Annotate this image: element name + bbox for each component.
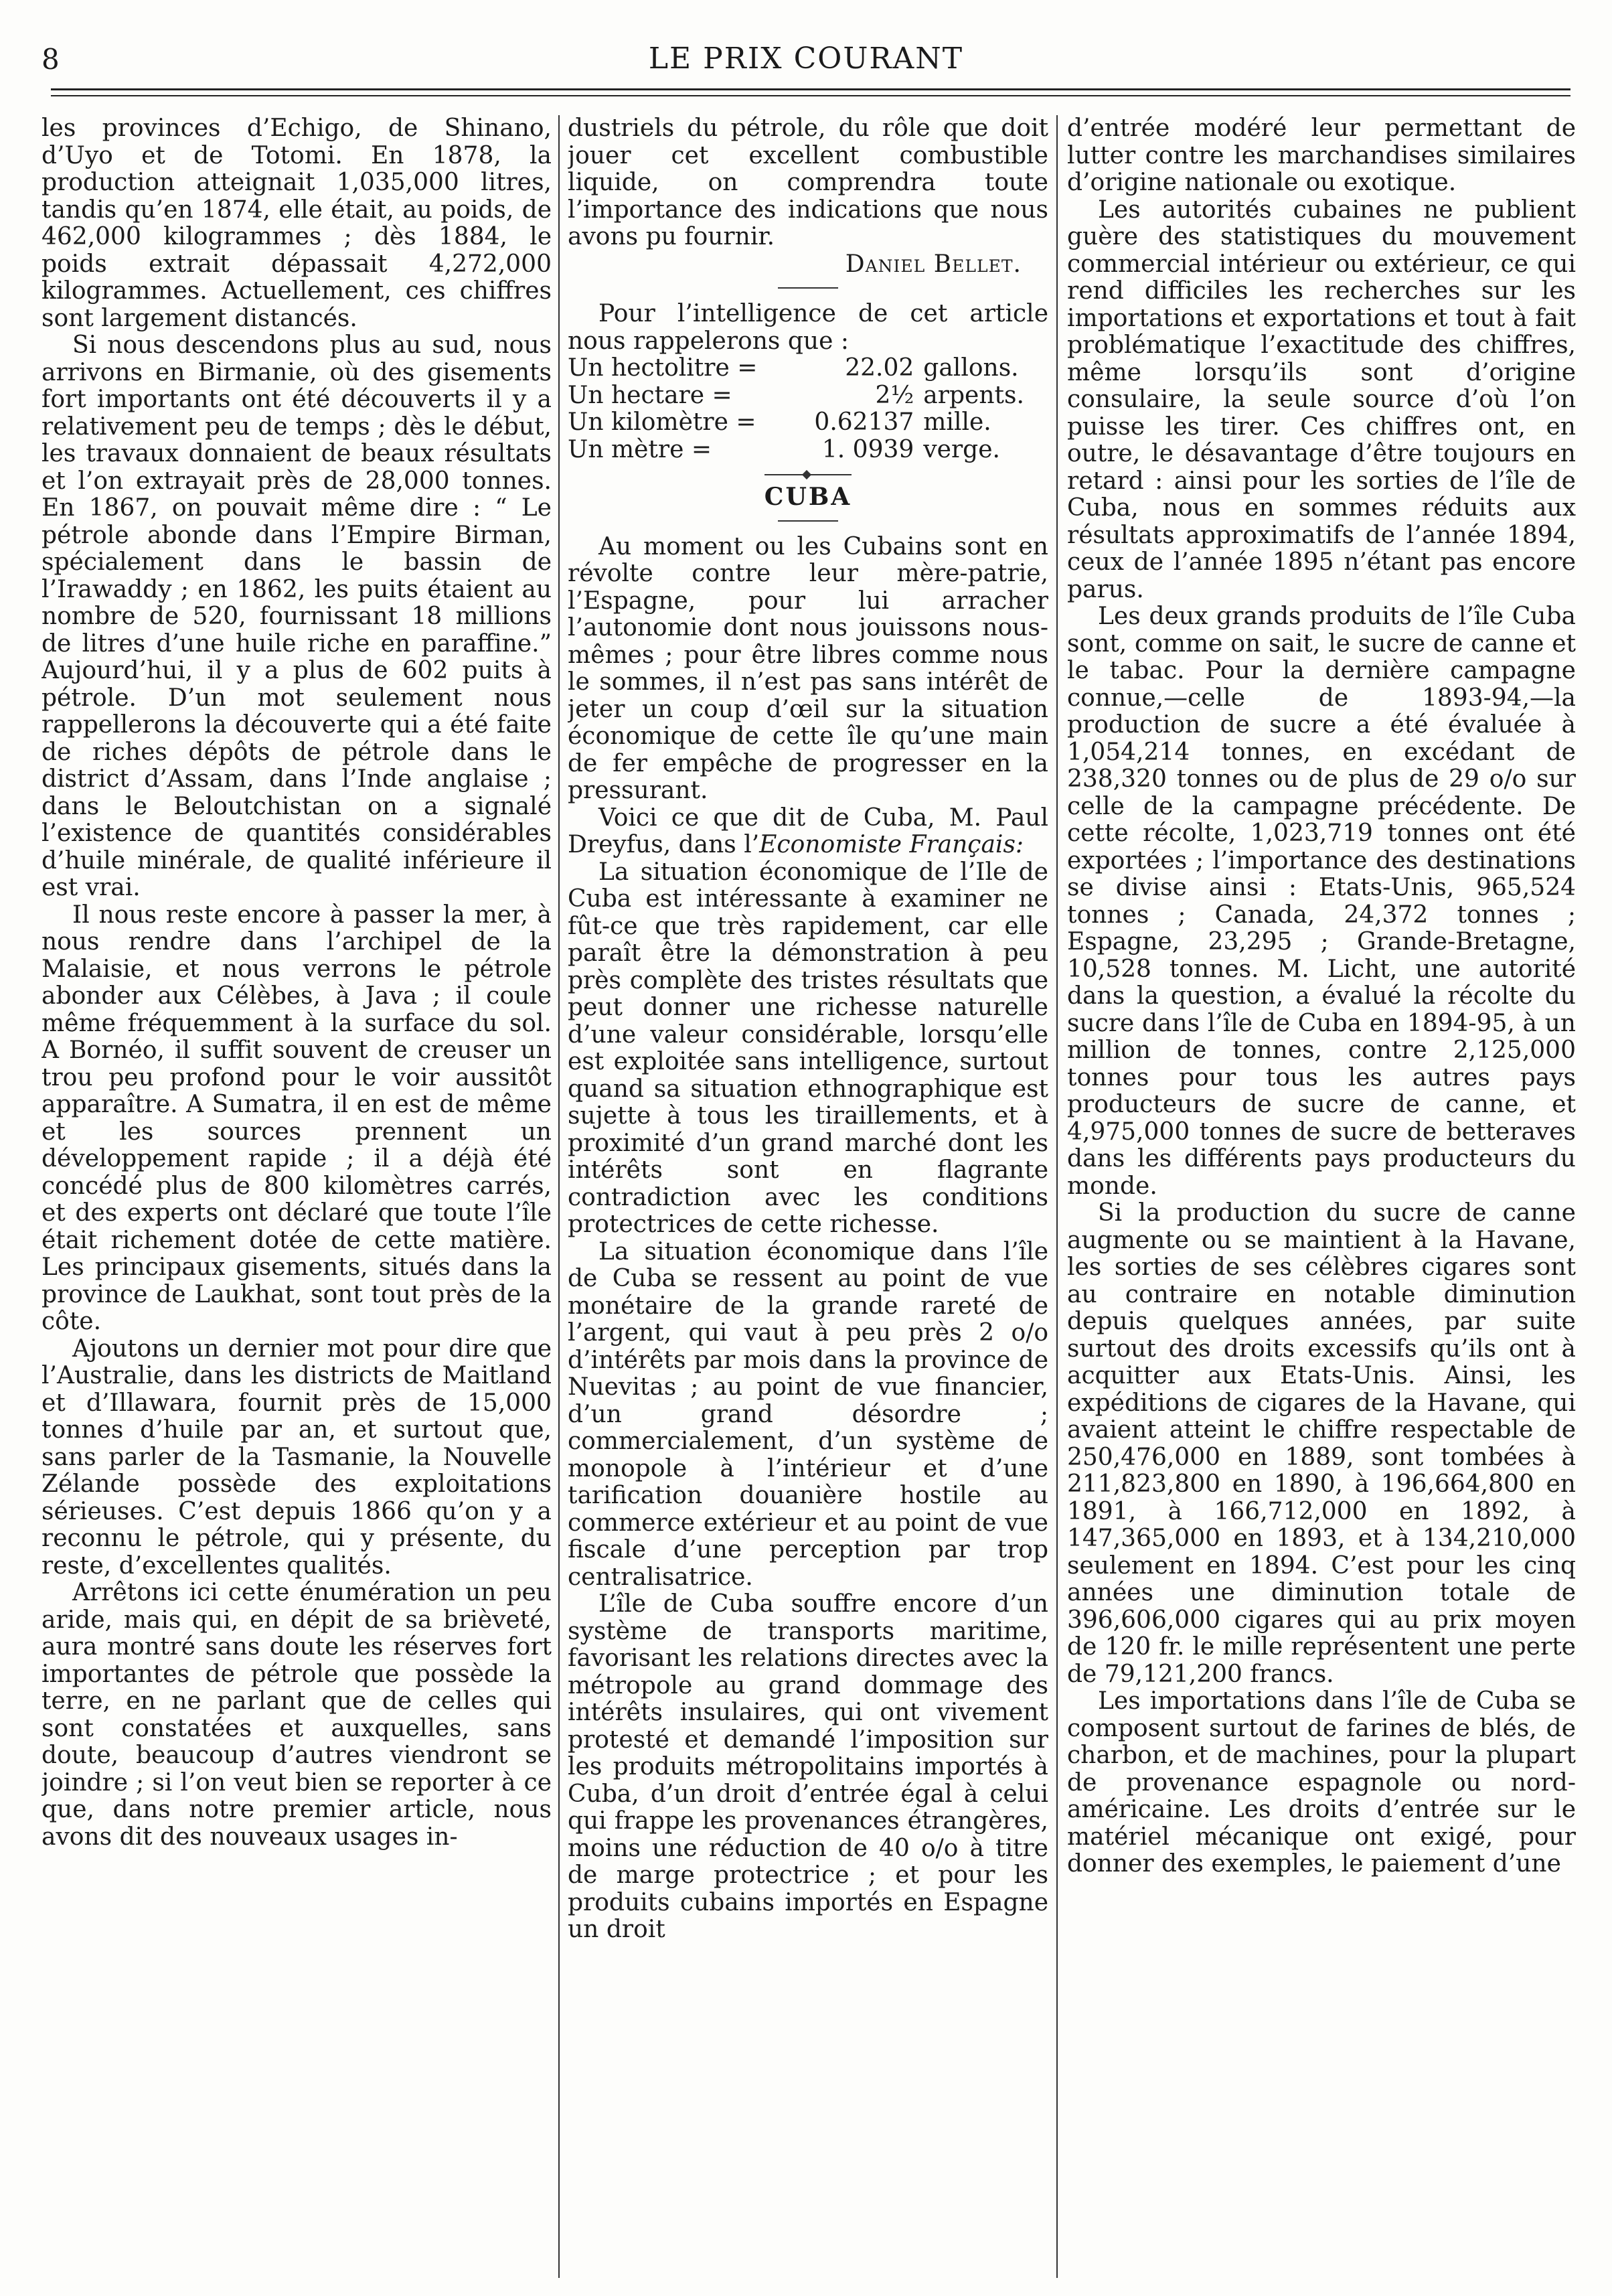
conversion-row — [568, 409, 1048, 437]
column-divider-2 — [1056, 115, 1058, 2278]
paragraph: Il nous reste encore à passer la mer, à nous rendre dans l’archipel de la Malaisie, et nous verrons le pétrole abonder aux Célèbes, à Java ; il coule même fréquemment à la surface du sol. A Bornéo, il suffit souvent de creuser un trou peu profond pour le voir aussitôt apparaître. A Sumatra, il en est de même et les sources prennent un développement rapide ; il a déjà été concédé plus de 800 kilomètres carrés, et des experts ont déclaré que toute l’île était richement dotée de cette matière. Les principaux gisements, situés dans la province de Laukhat, sont tout près de la côte. — [42, 901, 552, 1335]
conversion-row — [568, 355, 1048, 382]
header-rule-bottom — [51, 95, 1570, 96]
conversion-row — [568, 437, 1048, 464]
conversion-value: 0.62137 — [814, 408, 914, 436]
conversion-unit: mille. — [923, 408, 991, 436]
conversion-table — [568, 355, 1048, 463]
paragraph: Si la production du sucre de canne augmente ou se maintient à la Havane, les sorties de ses célèbres cigares sont au contraire en notable diminution depuis quelques années, par suite surtout des droits excessifs qu’ils ont à acquitter aux Etats-Unis. Ainsi, les expéditions de cigares de la Havane, qui avaient atteint le chiffre respectable de 250,476,000 en 1889, sont tombées à 211,823,800 en 1890, à 196,664,800 en 1891, à 166,712,000 en 1892, à 147,365,000 en 1893, et à 134,210,000 seulement en 1894. C’est pour les cinq années une diminution totale de 396,606,000 cigares qui au prix moyen de 120 fr. le mille représentent une perte de 79,121,200 francs. — [1067, 1199, 1576, 1688]
conversion-label: Un hectare = — [568, 381, 732, 409]
paragraph: Au moment ou les Cubains sont en révolte contre leur mère-patrie, l’Espagne, pour lui arracher l’autonomie dont nous jouissons nous-mêmes ; pour être libres comme nous le sommes, il n’est pas sans intérêt de jeter un coup d’œil sur la situation économique de cette île qu’une main de fer empêche de progresser en la pressurant. — [568, 532, 1048, 804]
column-2 — [568, 115, 1048, 2278]
author-signature: Daniel Bellet. — [845, 250, 1022, 278]
conversion-unit: gallons. — [923, 354, 1019, 382]
paragraph: les provinces d’Echigo, de Shinano, d’Uyo et de Totomi. En 1878, la production atteignait 1,035,000 litres, tandis qu’en 1874, elle était, au poids, de 462,000 kilogrammes ; dès 1884, le poids extrait dépassait 4,272,000 kilogrammes. Actuellement, ces chiffres sont largement distancés. — [42, 115, 552, 332]
conversion-label: Un kilomètre = — [568, 408, 756, 436]
page-number: 8 — [42, 43, 60, 76]
paragraph: L’île de Cuba souffre encore d’un système de transports maritime, favorisant les relations directes avec la métropole au grand dommage des intérêts insulaires, qui ont vivement protesté et demandé l’imposition sur les produits métropolitains importés à Cuba, d’un droit d’entrée égal à celui qui frappe les provenances étrangères, moins une réduction de 40 o/o à titre de marge protectrice ; et pour les produits cubains importés en Espagne un droit — [568, 1590, 1048, 1943]
conversion-value: 22.02 — [845, 354, 914, 382]
paragraph: Si nous descendons plus au sud, nous arrivons en Birmanie, où des gisements fort importants ont été découverts il y a relativement peu de temps ; dès le début, les travaux donnaient de beaux résultats et l’on extrayait près de 28,000 tonnes. En 1867, on pouvait même dire : “ Le pétrole abonde dans l’Empire Birman, spécialement dans le bassin de l’Irawaddy ; en 1862, les puits étaient au nombre de 520, fournissant 18 millions de litres d’une huile riche en paraffine.” Aujourd’hui, il y a plus de 602 puits à pétrole. D’un mot seulement nous rappellerons la découverte qui a été faite de riches dépôts de pétrole dans le district d’Assam, dans l’Inde anglaise ; dans le Beloutchistan on a signalé l’existence de quantités considérables d’huile minérale, de qualité inférieure il est vrai. — [42, 331, 552, 901]
conversion-row — [568, 382, 1048, 410]
conversion-value: 1. 0939 — [821, 435, 914, 463]
paragraph: La situation économique dans l’île de Cuba se ressent au point de vue monétaire de la grande rareté de l’argent, qui vaut à peu près 2 o/o d’intérêts par mois dans la province de Nuevitas ; au point de vue financier, d’un grand désordre ; commercialement, d’un système de monopole à l’intérieur et d’une tarification douanière hostile au commerce extérieur et au point de vue fiscale d’une perception par trop centralisatrice. — [568, 1237, 1048, 1591]
publication-title: Economiste Français: — [759, 831, 1024, 858]
paragraph: Arrêtons ici cette énumération un peu aride, mais qui, en dépit de sa brièveté, aura montré sans doute les réserves fort importantes de pétrole que possède la terre, en ne parlant que de celles qui sont constatées et auxquelles, sans doute, beaucoup d’autres viendront se joindre ; si l’on veut bien se reporter à ce que, dans notre premier article, nous avons dit des nouveaux usages in- — [42, 1579, 552, 1851]
paragraph: Les deux grands produits de l’île Cuba sont, comme on sait, le sucre de canne et le tabac. Pour la dernière campagne connue,—celle de 1893-94,—la production de sucre a été évaluée à 1,054,214 tonnes, en excédant de 238,320 tonnes ou de plus de 29 o/o sur celle de la campagne précédente. De cette récolte, 1,023,719 tonnes ont été exportées ; l’importance des destinations se divise ainsi : Etats-Unis, 965,524 tonnes ; Canada, 24,372 tonnes ; Espagne, 23,295 ; Grande-Bretagne, 10,528 tonnes. M. Licht, une autorité dans la question, a évalué la récolte du sucre dans l’île de Cuba en 1894-95, à un million de tonnes, contre 2,125,000 tonnes pour tous les autres pays producteurs de sucre de canne, et 4,975,000 tonnes de sucre de betteraves dans les différents pays producteurs du monde. — [1067, 603, 1576, 1200]
conversion-label: Un mètre = — [568, 435, 712, 463]
header-rule-top — [51, 88, 1570, 90]
paragraph: dustriels du pétrole, du rôle que doit jouer cet excellent combustible liquide, on comprendra toute l’importance des indications que nous avons pu fournir. — [568, 115, 1048, 250]
paragraph: Ajoutons un dernier mot pour dire que l’Australie, dans les districts de Maitland et d’Illawara, fournit près de 15,000 tonnes d’huile par an, et surtout que, sans parler de la Tasmanie, la Nouvelle Zélande possède des exploitations sérieuses. C’est depuis 1866 qu’on y a reconnu le pétrole, qui y présente, du reste, d’excellentes qualités. — [42, 1334, 552, 1580]
paragraph: Les importations dans l’île de Cuba se composent surtout de farines de blés, de charbon, et de machines, pour la plupart de provenance espagnole ou nord-américaine. Les droits d’entrée sur le matériel mécanique ont exigé, pour donner des exemples, le paiement d’une — [1067, 1687, 1576, 1878]
masthead-title: LE PRIX COURANT — [648, 42, 964, 76]
conversion-unit: arpents. — [923, 381, 1024, 409]
conversion-label: Un hectolitre = — [568, 354, 758, 382]
column-1 — [42, 115, 552, 2278]
column-3 — [1067, 115, 1576, 2278]
conversion-value: 2½ — [875, 381, 914, 409]
separator-rule — [778, 287, 838, 289]
separator-rule — [778, 520, 838, 522]
paragraph: Les autorités cubaines ne publient guère des statistiques du mouvement commercial intérieur ou extérieur, ce qui rend difficiles les recherches sur les importations et exportations et tout à fait problématique l’exactitude des chiffres, même lorsqu’ils sont d’origine consulaire, la seule source d’où l’on puisse les tirer. Ces chiffres ont, en outre, le désavantage d’être toujours en retard : ainsi pour les sorties de l’île de Cuba, nous en sommes réduits aux résultats approximatifs de l’année 1894, ceux de l’année 1895 n’étant pas encore parus. — [1067, 196, 1576, 603]
paragraph: d’entrée modéré leur permettant de lutter contre les marchandises similaires d’origine nationale ou exotique. — [1067, 115, 1576, 196]
ornament-rule — [764, 474, 852, 475]
paragraph — [568, 805, 1048, 859]
page-header — [0, 0, 1612, 94]
paragraph: Pour l’intelligence de cet article nous rappelerons que : — [568, 300, 1048, 355]
paragraph: La situation économique de l’Ile de Cuba est intéressante à examiner ne fût-ce que très rapidement, car elle paraît être la démonstration à peu près complète des tristes résultats que peut donner une richesse naturelle d’une valeur considérable, lorsqu’elle est exploitée sans intelligence, surtout quand sa situation ethnographique est sujette à tous les tiraillements, et à proximité d’un grand marché dont les intérêts sont en flagrante contradiction avec les conditions protectrices de cette richesse. — [568, 858, 1048, 1238]
column-divider-1 — [558, 115, 560, 2278]
section-title: CUBA — [764, 483, 852, 511]
paragraph-text: Voici ce que dit de Cuba, M. Paul Dreyfus, dans l’ — [568, 803, 1048, 858]
conversion-unit: verge. — [923, 435, 1000, 463]
